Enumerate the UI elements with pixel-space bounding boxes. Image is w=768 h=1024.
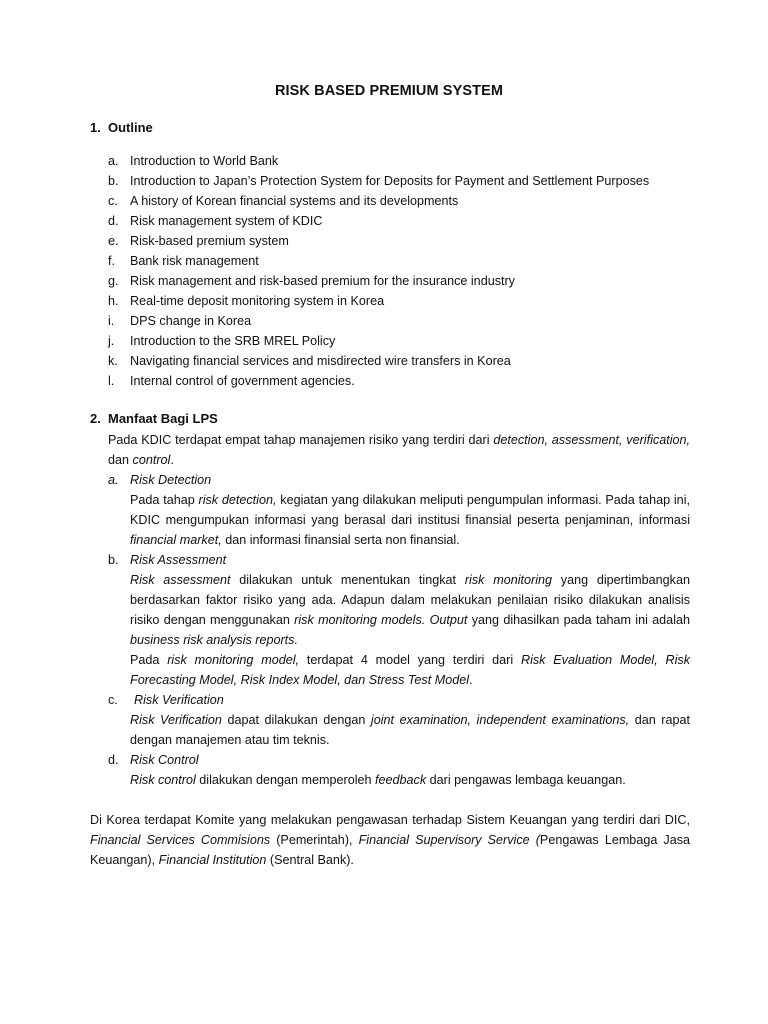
subsection-a-letter: a. — [108, 473, 119, 487]
closing-paragraph: Di Korea terdapat Komite yang melakukan pengawasan terhadap Sistem Keuangan yang terdiri dari DIC, Financial Services Commisions (Pemerintah), Financial Supervisory Service (Pengawas Lembaga Jasa Keuangan), Financial Institution (Sentral Bank). — [90, 813, 691, 867]
subsection-c-letter: c. — [108, 693, 118, 707]
section-2-heading — [90, 411, 218, 426]
subsection-c-body: Risk Verification dapat dilakukan dengan joint examination, independent examinations, dan rapat dengan manajemen atau tim teknis. — [130, 713, 691, 747]
list-item-letter: c. — [108, 194, 118, 208]
list-item-letter: i. — [108, 314, 115, 328]
list-item-letter: e. — [108, 234, 119, 248]
subsection-d-letter: d. — [108, 753, 119, 767]
list-item-text: A history of Korean financial systems and its developments — [130, 194, 459, 208]
subsection-b-heading: Risk Assessment — [130, 553, 227, 567]
list-item-text: Risk management and risk-based premium for the insurance industry — [130, 274, 515, 288]
section-2-title: Manfaat Bagi LPS — [108, 411, 218, 426]
section-2-intro: Pada KDIC terdapat empat tahap manajemen risiko yang terdiri dari detection, assessment, verification, dan control. — [108, 433, 691, 467]
list-item-letter: j. — [108, 334, 115, 348]
list-item-letter: f. — [108, 254, 115, 268]
document-title: RISK BASED PREMIUM SYSTEM — [274, 83, 504, 99]
section-1-heading — [90, 120, 153, 135]
list-item-letter: a. — [108, 154, 119, 168]
list-item-letter: g. — [108, 274, 119, 288]
list-item-text: Risk-based premium system — [130, 234, 289, 248]
list-item-text: Navigating financial services and misdirected wire transfers in Korea — [130, 354, 511, 368]
list-item-letter: l. — [108, 374, 115, 388]
subsection-a-body: Pada tahap risk detection, kegiatan yang dilakukan meliputi pengumpulan informasi. Pada tahap ini, KDIC mengumpukan informasi yang berasal dari institusi finansial peserta penjaminan, informasi financial market, dan informasi finansial serta non finansial. — [130, 493, 690, 547]
list-item-text: Real-time deposit monitoring system in Korea — [130, 294, 385, 308]
list-item-letter: d. — [108, 214, 119, 228]
list-item-letter: h. — [108, 294, 119, 308]
section-1-title: Outline — [108, 120, 153, 135]
section-2-number: 2. — [90, 411, 101, 426]
subsection-b-letter: b. — [108, 553, 119, 567]
subsection-c-heading: Risk Verification — [134, 693, 224, 707]
list-item-text: Introduction to Japan’s Protection System for Deposits for Payment and Settlement Purposes — [130, 174, 650, 188]
list-item-text: Internal control of government agencies. — [130, 374, 355, 388]
list-item-text: DPS change in Korea — [130, 314, 252, 328]
list-item-text: Risk management system of KDIC — [130, 214, 323, 228]
list-item-text: Introduction to the SRB MREL Policy — [130, 334, 336, 348]
section-1-number: 1. — [90, 120, 101, 135]
list-item-text: Introduction to World Bank — [130, 154, 279, 168]
subsection-d-heading: Risk Control — [130, 753, 199, 767]
subsection-d-body: Risk control dilakukan dengan memperoleh feedback dari pengawas lembaga keuangan. — [130, 773, 626, 787]
list-item-letter: k. — [108, 354, 118, 368]
subsection-b-body-2: Pada risk monitoring model, terdapat 4 model yang terdiri dari Risk Evaluation Model, Risk Forecasting Model, Risk Index Model, dan Stress Test Model. — [130, 653, 690, 687]
list-item-text: Bank risk management — [130, 254, 259, 268]
list-item-letter: b. — [108, 174, 119, 188]
subsection-a-heading: Risk Detection — [130, 473, 212, 487]
subsection-b-body-1: Risk assessment dilakukan untuk menentukan tingkat risk monitoring yang dipertimbangkan berdasarkan faktor risiko yang ada. Adapun dalam melakukan penilaian risiko dilakukan analisis risiko dengan menggunakan risk monitoring models. Output yang dihasilkan pada taham ini adalah business risk analysis reports. — [130, 573, 690, 647]
